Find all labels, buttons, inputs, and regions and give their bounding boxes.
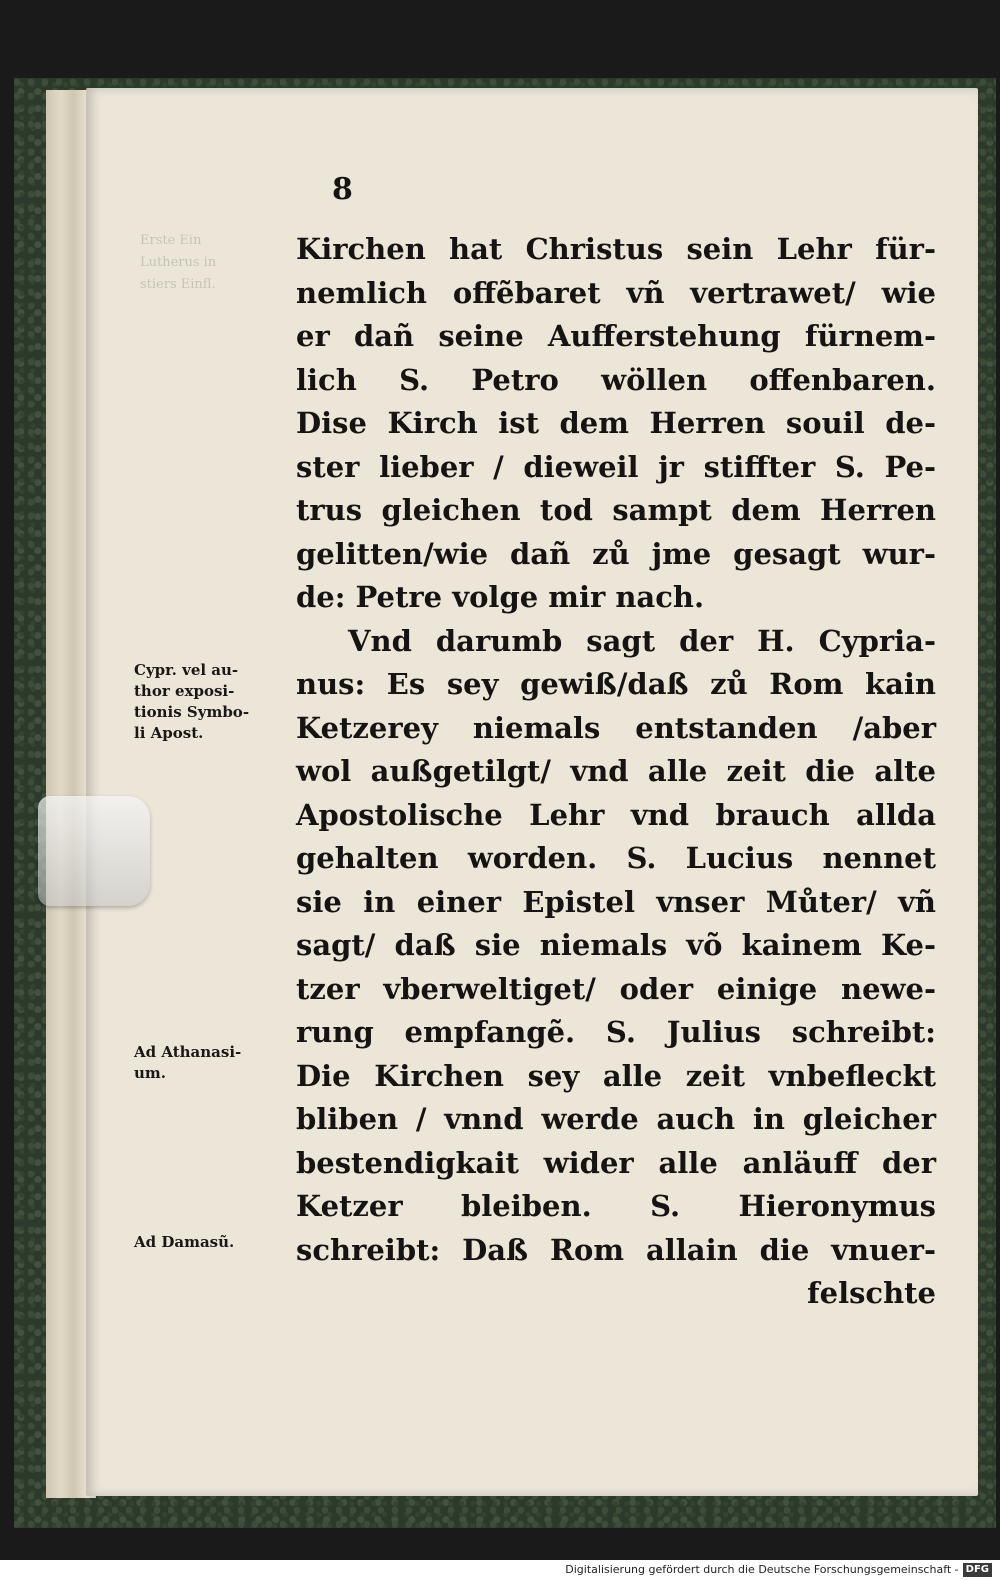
marginal-line: thor exposi- (134, 682, 235, 700)
marginal-line: tionis Symbo- (134, 703, 250, 721)
marginal-line: li Apost. (134, 724, 204, 742)
text-line: bestendigkait wider alle anläuff der (296, 1145, 936, 1180)
text-line: gehalten worden. S. Lucius nennet (296, 841, 936, 875)
text-line: bliben / vnnd werde auch in gleicher (296, 1102, 936, 1136)
dfg-logo: DFG (963, 1563, 992, 1577)
text-line: Dise Kirch ist dem Herren souil de- (296, 406, 936, 440)
text-line: wol außgetilgt/ vnd alle zeit die alte (296, 754, 936, 788)
text-line: nemlich offẽbaret vñ vertrawet/ wie (296, 275, 936, 310)
text-line: nus: Es sey gewiß/daß zů Rom kain (296, 667, 936, 701)
main-text (296, 228, 936, 1316)
text-line: er dañ seine Aufferstehung fürnem- (296, 319, 936, 353)
text-line: de: Petre volge mir nach. (296, 580, 705, 614)
text-line: tzer vberweltiget/ oder einige newe- (296, 971, 936, 1006)
text-line: Vnd darumb sagt der H. Cypria- (348, 623, 936, 658)
text-line: Die Kirchen sey alle zeit vnbefleckt (296, 1058, 936, 1093)
marginal-note-damasus (134, 1232, 234, 1253)
marginal-note-athanasius (134, 1042, 241, 1084)
catchword: felschte (807, 1276, 936, 1310)
marginal-note-cyprian (134, 660, 249, 744)
text-line: trus gleichen tod sampt dem Herren (296, 493, 936, 527)
text-line: ster lieber / dieweil jr stiffter S. Pe- (296, 449, 936, 484)
text-line: rung empfangẽ. S. Julius schreibt: (296, 1015, 936, 1049)
marginal-line: Ad Damasũ. (134, 1233, 235, 1251)
text-line: Apostolische Lehr vnd brauch allda (296, 797, 936, 832)
text-line: schreibt: Daß Rom allain die vnuer- (296, 1232, 936, 1267)
page-number: 8 (332, 172, 353, 207)
text-line: sagt/ daß sie niemals võ kainem Ke- (296, 928, 936, 962)
text-line: lich S. Petro wöllen offenbaren. (296, 362, 936, 397)
text-line: Ketzer bleiben. S. Hieronymus (296, 1189, 936, 1223)
digitization-credit (0, 1560, 1000, 1580)
text-line: Ketzerey niemals entstanden /aber (296, 710, 936, 745)
page-clip (38, 796, 150, 906)
text-line: Kirchen hat Christus sein Lehr für- (296, 232, 936, 266)
text-line: sie in einer Epistel vnser Můter/ vñ (296, 884, 936, 919)
marginal-line: um. (134, 1064, 166, 1082)
marginal-line: Cypr. vel au- (134, 661, 239, 679)
text-line: gelitten/wie dañ zů jme gesagt wur- (296, 536, 936, 571)
marginal-line: Ad Athanasi- (134, 1043, 242, 1061)
bleed-through-text: Erste Ein Lutherus in stiers Einfl. (140, 233, 217, 292)
credit-text: Digitalisierung gefördert durch die Deutsche Forschungsgemeinschaft - (565, 1563, 959, 1576)
